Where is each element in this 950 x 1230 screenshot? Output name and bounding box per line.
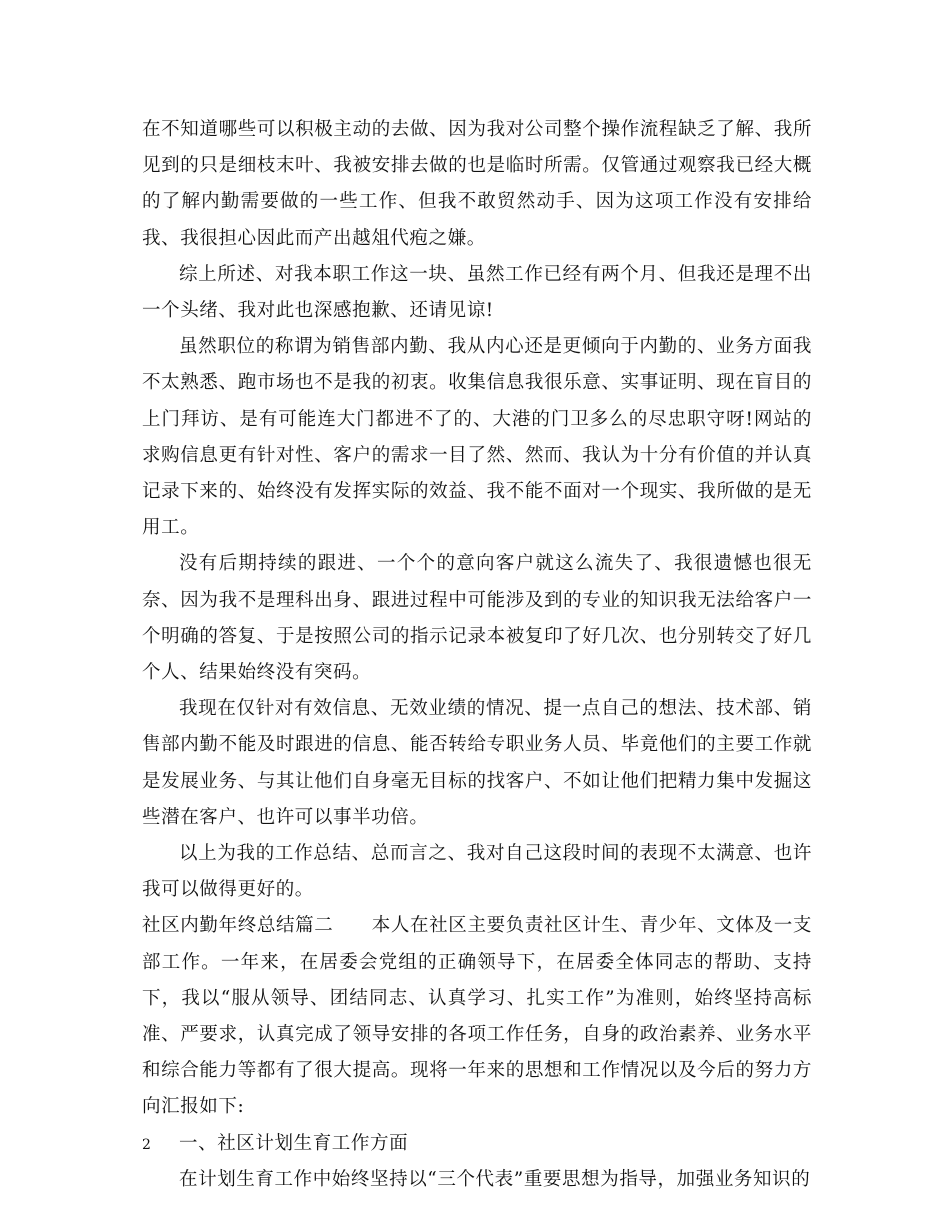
section-intro-paragraph: 社区内勤年终总结篇二 本人在社区主要负责社区计生、青少年、文体及一支部工作。一年来，在居委会党组的正确领导下，在居委全体同志的帮助、支持下，我以“服从领导、团结同志、认真学习、扎实工作”为准则，始终坚持高标准、严要求，认真完成了领导安排的各项工作任务，自身的政治素养、业务水平和综合能力等都有了很大提高。现将一年来的思想和工作情况以及今后的努力方向汇报如下: <box>142 915 812 1118</box>
page-number: 2 <box>142 1137 151 1153</box>
paragraph-3: 虽然职位的称谓为销售部内勤、我从内心还是更倾向于内勤的、业务方面我不太熟悉、跑市场也不是我的初衷。收集信息我很乐意、实事证明、现在盲目的上门拜访、是有可能连大门都进不了的、大港的门卫多么的尽忠职守呀!网站的求购信息更有针对性、客户的需求一目了然、然而、我认为十分有价值的并认真记录下来的、始终没有发挥实际的效益、我不能不面对一个现实、我所做的是无用工。 <box>142 336 812 539</box>
paragraph-5: 我现在仅针对有效信息、无效业绩的情况、提一点自己的想法、技术部、销售部内勤不能及时跟进的信息、能否转给专职业务人员、毕竟他们的主要工作就是发展业务、与其让他们自身毫无目标的找客户、不如让他们把精力集中发掘这些潜在客户、也许可以事半功倍。 <box>142 698 812 828</box>
paragraph-6: 以上为我的工作总结、总而言之、我对自己这段时间的表现不太满意、也许我可以做得更好的。 <box>142 843 812 901</box>
paragraph-9: 在计划生育工作中始终坚持以“三个代表”重要思想为指导，加强业务知识的 <box>179 1168 811 1190</box>
section-heading: 一、社区计划生育工作方面 <box>179 1132 409 1154</box>
document-body <box>142 112 812 1198</box>
paragraph-1: 在不知道哪些可以积极主动的去做、因为我对公司整个操作流程缺乏了解、我所见到的只是细枝末叶、我被安排去做的也是临时所需。仅管通过观察我已经大概的了解内勤需要做的一些工作、但我不敢贸然动手、因为这项工作没有安排给我、我很担心因此而产出越俎代疱之嫌。 <box>142 119 812 249</box>
paragraph-4: 没有后期持续的跟进、一个个的意向客户就这么流失了、我很遗憾也很无奈、因为我不是理科出身、跟进过程中可能涉及到的专业的知识我无法给客户一个明确的答复、于是按照公司的指示记录本被复印了好几次、也分别转交了好几个人、结果始终没有突码。 <box>142 553 812 684</box>
paragraph-2: 综上所述、对我本职工作这一块、虽然工作已经有两个月、但我还是理不出一个头绪、我对此也深感抱歉、还请见谅! <box>142 263 812 322</box>
